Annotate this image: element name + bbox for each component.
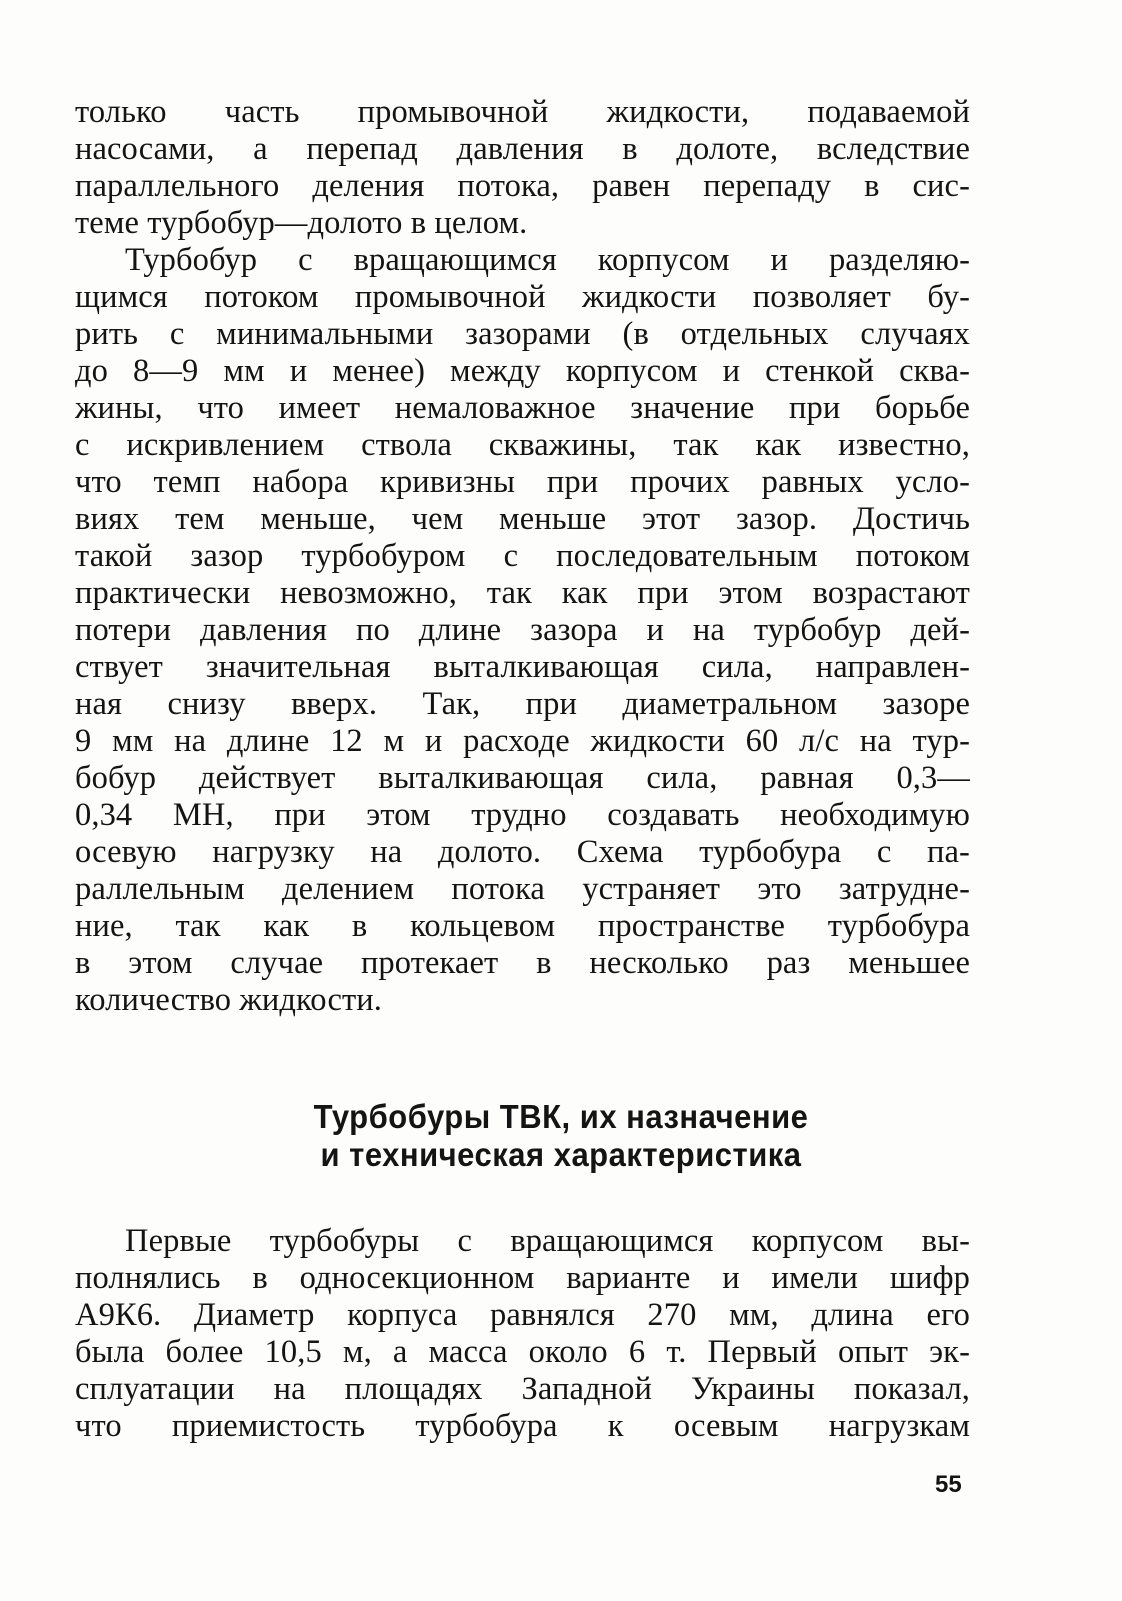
text-line: осевую нагрузку на долото. Схема турбобура с па- (75, 834, 970, 870)
text-line: насосами, а перепад давления в долоте, вследствие (75, 131, 970, 167)
text-line: Турбобур с вращающимся корпусом и разделяю- (125, 242, 970, 278)
text-line: рить с минимальными зазорами (в отдельных случаях (75, 316, 970, 352)
text-line: потери давления по длине зазора и на турбобур дей- (75, 612, 970, 648)
text-line: количество жидкости. (75, 982, 383, 1018)
text-line: ствует значительная выталкивающая сила, направлен- (75, 649, 970, 685)
text-line: раллельным делением потока устраняет это затрудне- (75, 871, 970, 907)
text-line: что темп набора кривизны при прочих равных усло- (75, 464, 970, 500)
text-line: с искривлением ствола скважины, так как известно, (75, 427, 970, 463)
text-line: теме турбобур—долото в целом. (75, 205, 528, 241)
text-line: в этом случае протекает в несколько раз меньшее (75, 945, 970, 981)
text-line: ная снизу вверх. Так, при диаметральном зазоре (75, 686, 970, 722)
text-line: бобур действует выталкивающая сила, равная 0,3— (75, 760, 970, 796)
text-line: сплуатации на площадях Западной Украины показал, (75, 1371, 970, 1407)
section-heading-line-2: и техническая характеристика (320, 1135, 802, 1174)
text-line: виях тем меньше, чем меньше этот зазор. Достичь (75, 501, 970, 537)
text-line: жины, что имеет немаловажное значение при борьбе (75, 390, 970, 426)
text-line: параллельного деления потока, равен перепаду в сис- (75, 168, 970, 204)
section-heading-line-1: Турбобуры ТВК, их назначение (313, 1097, 809, 1136)
text-line: А9К6. Диаметр корпуса равнялся 270 мм, длина его (75, 1297, 970, 1333)
text-line: что приемистость турбобура к осевым нагрузкам (75, 1408, 970, 1444)
text-line: ние, так как в кольцевом пространстве турбобура (75, 908, 970, 944)
page-number: 55 (935, 1471, 962, 1498)
text-line: до 8—9 мм и менее) между корпусом и стенкой сква- (75, 353, 970, 389)
text-line: была более 10,5 м, а масса около 6 т. Первый опыт эк- (75, 1334, 970, 1370)
text-line: только часть промывочной жидкости, подаваемой (75, 94, 970, 130)
text-line: такой зазор турбобуром с последовательным потоком (75, 538, 970, 574)
text-line: полнялись в односекционном варианте и имели шифр (75, 1260, 970, 1296)
text-line: 9 мм на длине 12 м и расходе жидкости 60 л/с на тур- (75, 723, 970, 759)
text-line: 0,34 МН, при этом трудно создавать необходимую (75, 797, 970, 833)
text-line: Первые турбобуры с вращающимся корпусом вы- (125, 1223, 970, 1259)
text-line: щимся потоком промывочной жидкости позволяет бу- (75, 279, 970, 315)
text-line: практически невозможно, так как при этом возрастают (75, 575, 970, 611)
